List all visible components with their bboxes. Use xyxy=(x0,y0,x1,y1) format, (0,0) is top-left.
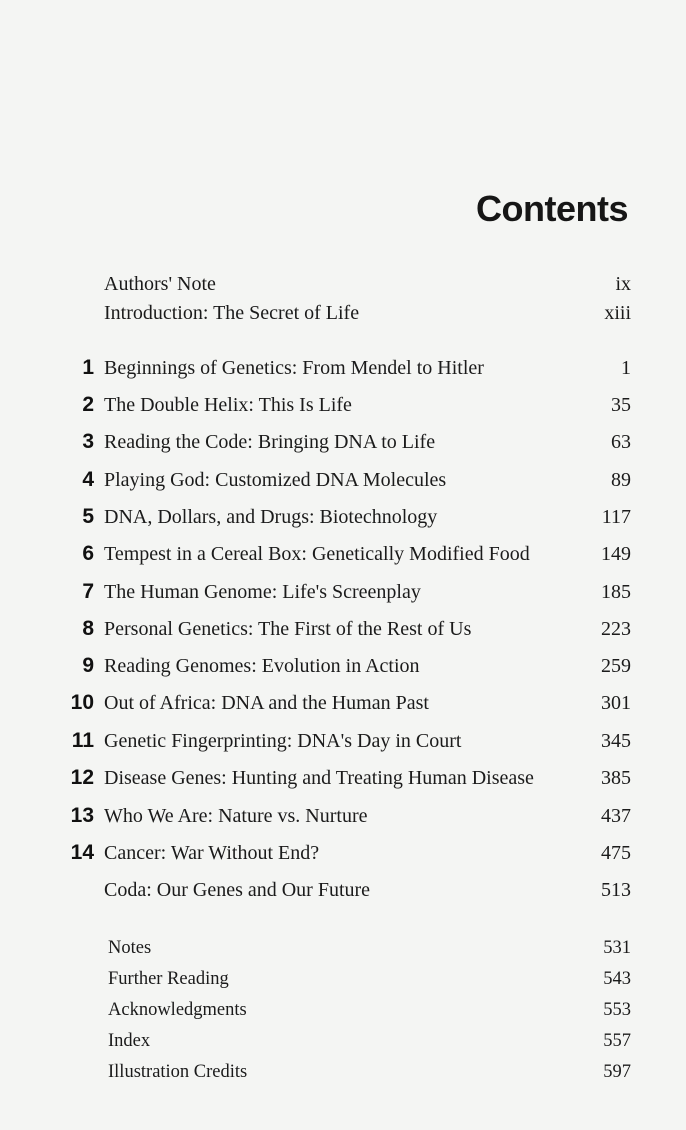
chapter-page: 437 xyxy=(601,805,631,827)
toc-chapter-13 xyxy=(0,803,686,833)
chapter-title: Out of Africa: DNA and the Human Past xyxy=(104,692,429,714)
toc-entry-coda xyxy=(0,877,686,907)
toc-entry-title: Authors' Note xyxy=(104,273,216,295)
toc-chapter-6 xyxy=(0,541,686,571)
chapter-number: 10 xyxy=(70,691,94,714)
toc-chapter-14 xyxy=(0,840,686,870)
chapter-page: 259 xyxy=(601,655,631,677)
toc-entry-page: xiii xyxy=(604,302,631,324)
toc-entry-title: Further Reading xyxy=(108,969,229,989)
toc-entry-page: 597 xyxy=(603,1062,631,1082)
toc-entry-illustration-credits xyxy=(0,1059,686,1089)
chapter-number: 12 xyxy=(70,766,94,789)
chapter-title: Disease Genes: Hunting and Treating Human Disease xyxy=(104,767,534,789)
chapter-page: 1 xyxy=(621,357,631,379)
chapter-number: 1 xyxy=(82,356,94,379)
chapter-page: 149 xyxy=(601,543,631,565)
chapter-page: 223 xyxy=(601,618,631,640)
toc-entry-authors-note xyxy=(0,271,686,301)
toc-entry-further-reading xyxy=(0,966,686,996)
chapter-page: 475 xyxy=(601,842,631,864)
chapter-page: 185 xyxy=(601,581,631,603)
toc-chapter-2 xyxy=(0,392,686,422)
chapter-title: Who We Are: Nature vs. Nurture xyxy=(104,805,368,827)
toc-chapter-1 xyxy=(0,355,686,385)
toc-entry-page: 513 xyxy=(601,879,631,901)
chapter-title: Personal Genetics: The First of the Rest of Us xyxy=(104,618,472,640)
chapter-number: 6 xyxy=(82,542,94,565)
chapter-number: 3 xyxy=(82,430,94,453)
chapter-number: 4 xyxy=(82,468,94,491)
toc-chapter-3 xyxy=(0,429,686,459)
chapter-page: 301 xyxy=(601,692,631,714)
toc-entry-title: Introduction: The Secret of Life xyxy=(104,302,360,324)
chapter-page: 117 xyxy=(601,506,631,528)
toc-entry-title: Illustration Credits xyxy=(108,1062,248,1082)
toc-chapter-11 xyxy=(0,728,686,758)
toc-entry-title: Coda: Our Genes and Our Future xyxy=(104,879,371,901)
toc-chapter-9 xyxy=(0,653,686,683)
chapter-title: The Double Helix: This Is Life xyxy=(104,394,352,416)
chapter-page: 385 xyxy=(601,767,631,789)
chapter-number: 11 xyxy=(71,729,94,752)
chapter-number: 5 xyxy=(82,505,94,528)
chapter-title: Reading the Code: Bringing DNA to Life xyxy=(104,431,436,453)
toc-chapter-7 xyxy=(0,579,686,609)
chapter-page: 345 xyxy=(601,730,631,752)
chapter-title: Genetic Fingerprinting: DNA's Day in Court xyxy=(104,730,462,752)
toc-chapter-8 xyxy=(0,616,686,646)
toc-entry-introduction xyxy=(0,300,686,330)
chapter-number: 7 xyxy=(82,580,94,603)
toc-entry-acknowledgments xyxy=(0,997,686,1027)
chapter-page: 89 xyxy=(611,469,631,491)
toc-chapter-4 xyxy=(0,467,686,497)
chapter-number: 13 xyxy=(70,804,94,827)
chapter-title: Cancer: War Without End? xyxy=(104,842,320,864)
chapter-title: Beginnings of Genetics: From Mendel to Hitler xyxy=(104,357,484,379)
chapter-page: 63 xyxy=(611,431,631,453)
toc-chapter-10 xyxy=(0,690,686,720)
toc-chapter-12 xyxy=(0,765,686,795)
chapter-number: 14 xyxy=(70,841,94,864)
chapter-title: Tempest in a Cereal Box: Genetically Modified Food xyxy=(104,543,530,565)
toc-entry-page: 531 xyxy=(603,938,631,958)
toc-entry-title: Index xyxy=(108,1031,151,1051)
chapter-number: 8 xyxy=(82,617,94,640)
toc-entry-page: ix xyxy=(615,273,631,295)
toc-entry-page: 543 xyxy=(603,969,631,989)
chapter-page: 35 xyxy=(611,394,631,416)
toc-entry-title: Notes xyxy=(108,938,152,958)
chapter-title: Reading Genomes: Evolution in Action xyxy=(104,655,420,677)
page-title: Contents xyxy=(476,188,628,229)
toc-entry-title: Acknowledgments xyxy=(108,1000,247,1020)
toc-entry-page: 553 xyxy=(603,1000,631,1020)
chapter-number: 9 xyxy=(82,654,94,677)
chapter-title: The Human Genome: Life's Screenplay xyxy=(104,581,421,603)
chapter-title: Playing God: Customized DNA Molecules xyxy=(104,469,447,491)
toc-entry-notes xyxy=(0,935,686,965)
toc-entry-page: 557 xyxy=(603,1031,631,1051)
chapter-number: 2 xyxy=(82,393,94,416)
toc-entry-index xyxy=(0,1028,686,1058)
chapter-title: DNA, Dollars, and Drugs: Biotechnology xyxy=(104,506,438,528)
toc-chapter-5 xyxy=(0,504,686,534)
